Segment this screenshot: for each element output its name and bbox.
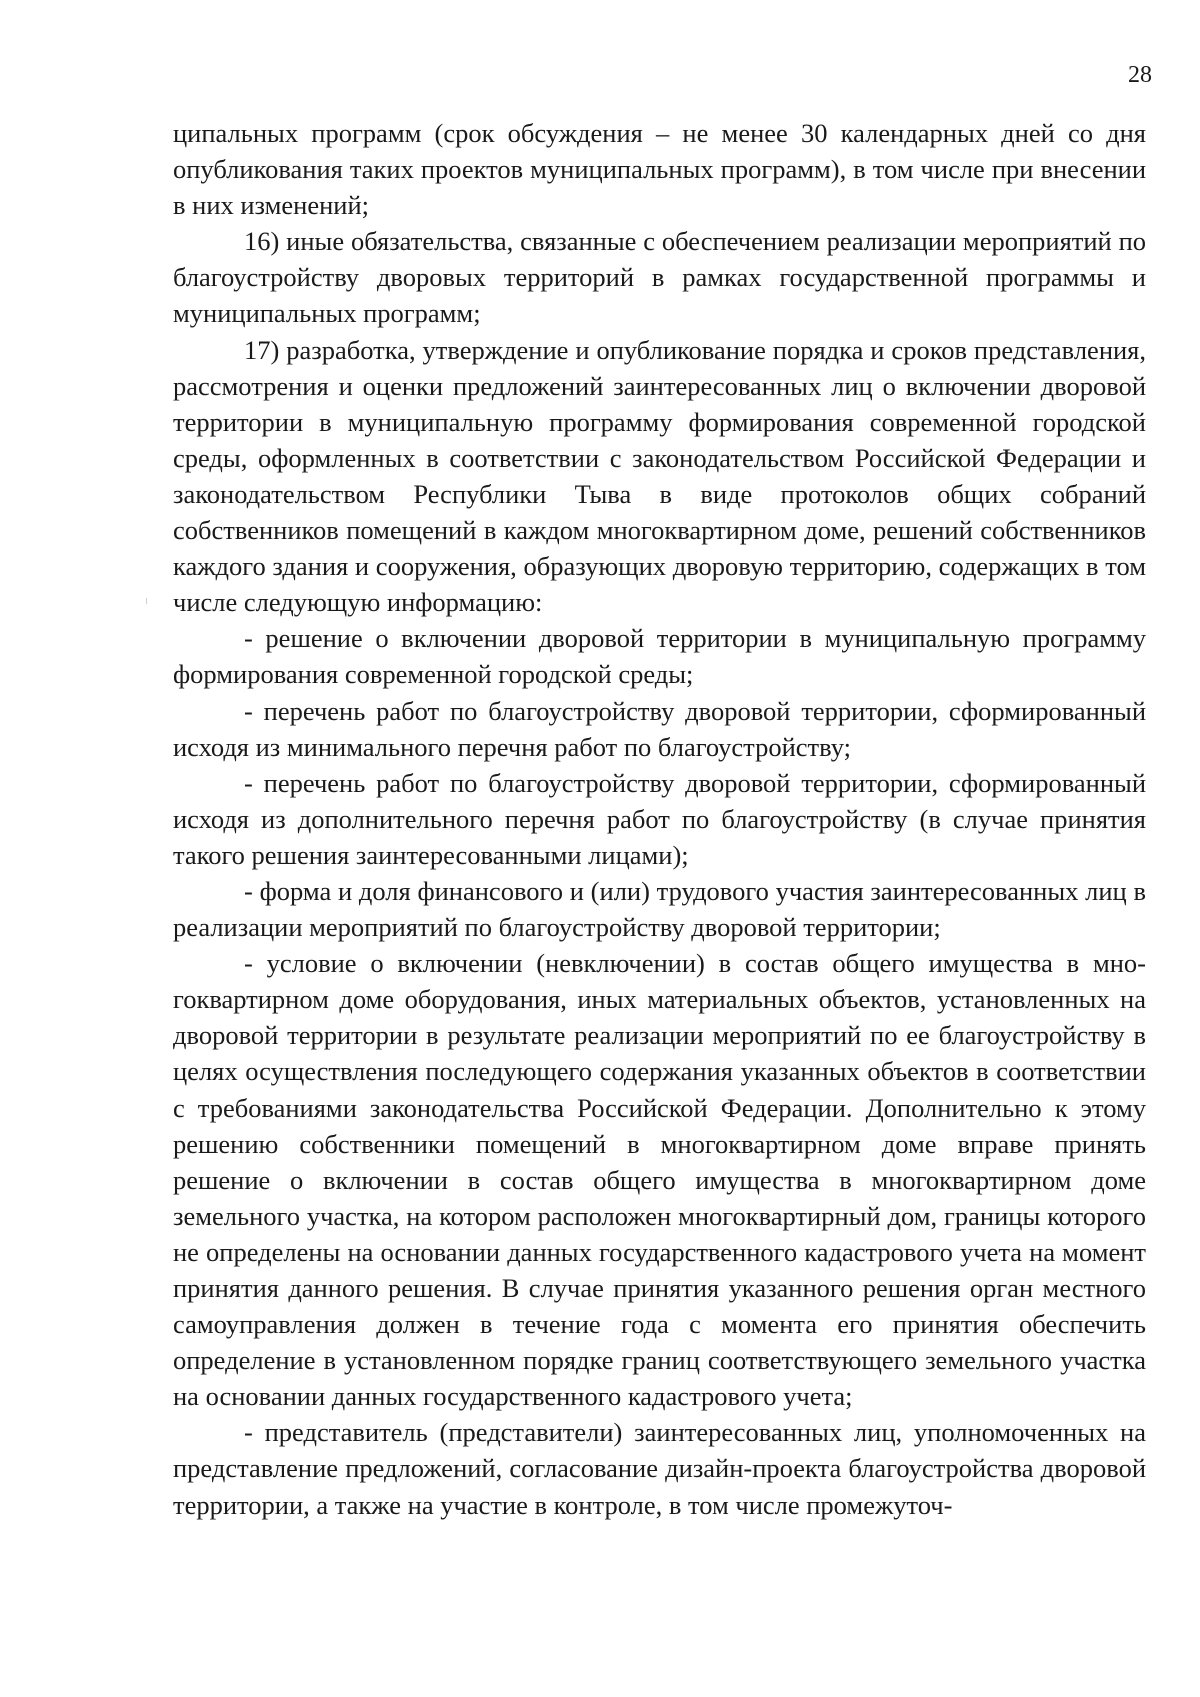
list-item-additional-works: - перечень работ по благоустройству дворовой территории, сформированный исходя из дополнительного перечня работ по благоустройству (в случае принятия такого решения заинтересованными лицами); xyxy=(173,767,1146,870)
list-item-representatives: - представитель (представители) заинтересованных лиц, уполномоченных на представление предложений, согласование дизайн-проекта благоустройства дворовой территории, а также на участие в контроле, в том числе промежуточ- xyxy=(173,1417,1146,1520)
paragraph-item-17: 17) разработка, утверждение и опубликование порядка и сроков представления, рассмотрения и оценки предложений заинтересованных лиц о включении дворовой территории в муниципальную программу формирования современной городской среды, оформленных в соответствии с законодательством Российской Федерации и законодательством Республики Тыва в виде протоколов общих собраний собственников помещений в каждом многоквартирном доме, решений собственников каждого здания и сооружения, образующих дворовую территорию, содержащих в том числе следующую информацию: xyxy=(173,334,1146,618)
list-item-decision: - решение о включении дворовой территории в муниципальную программу формирования современной городской среды; xyxy=(173,623,1146,690)
list-item-minimum-works: - перечень работ по благоустройству дворовой территории, сформированный исходя из минимального перечня работ по благоустройству; xyxy=(173,695,1146,762)
page-number: 28 xyxy=(1128,62,1152,88)
scan-margin-mark xyxy=(146,598,147,604)
paragraph-continuation: ципальных программ (срок обсуждения – не менее 30 календарных дней со дня опубликования таких проектов муниципальных программ), в том числе при внесении в них изменений; xyxy=(173,118,1146,221)
list-item-common-property: - условие о включении (невключении) в состав общего имущества в многоквартирном доме оборудования, иных материальных объектов, установленных на дворовой территории в результате реализации мероприятий по ее благоустройству в целях осуществления последующего содержания указанных объектов в соответствии с требованиями законодательства Российской Федерации. Дополнительно к этому решению собственники помещений в многоквартирном доме вправе принять решение о включении в состав общего имущества в многоквартирном доме земельного участка, на котором расположен многоквартирный дом, границы которого не определены на основании данных государственного кадастрового учета на момент принятия данного решения. В случае принятия указанного решения орган местного самоуправления должен в течение года с момента его принятия обеспечить определение в установленном порядке границ соответствующего земельного участка на основании данных государственного кадастрового учета; xyxy=(173,948,1146,1412)
list-item-participation: - форма и доля финансового и (или) трудового участия заинтересованных лиц в реализации мероприятий по благоустройству дворовой территории; xyxy=(173,875,1146,943)
paragraph-item-16: 16) иные обязательства, связанные с обеспечением реализации мероприятий по благоустройству дворовых территорий в рамках государственной программы и муниципальных программ; xyxy=(173,226,1146,329)
document-body xyxy=(173,115,1146,1523)
